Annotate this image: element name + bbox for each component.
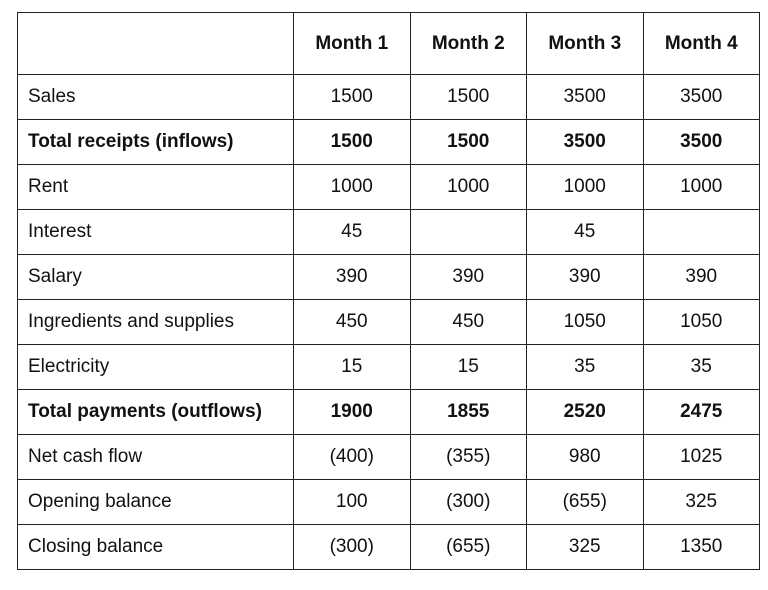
table-cell: (655) [410,525,527,570]
table-row-rent [18,165,760,210]
row-label: Electricity [18,345,294,390]
row-label: Salary [18,255,294,300]
table-cell: 3500 [643,75,760,120]
table-cell: 1500 [410,120,527,165]
table-cell: 1500 [410,75,527,120]
table-row-electricity [18,345,760,390]
table-cell: 1855 [410,390,527,435]
table-row-closing-balance [18,525,760,570]
table-cell: 3500 [527,120,644,165]
row-label: Sales [18,75,294,120]
table-cell: (655) [527,480,644,525]
table-cell: 390 [527,255,644,300]
table-cell: 15 [410,345,527,390]
table-cell: 1500 [294,120,411,165]
row-label: Opening balance [18,480,294,525]
table-cell: 390 [294,255,411,300]
table-cell: 1500 [294,75,411,120]
table-row-ingredients [18,300,760,345]
table-cell: 1050 [643,300,760,345]
table-cell: (355) [410,435,527,480]
table-cell: 325 [643,480,760,525]
row-label: Rent [18,165,294,210]
row-label: Total payments (outflows) [18,390,294,435]
table-cell: 980 [527,435,644,480]
table-row-total-payments [18,390,760,435]
column-header-month-4: Month 4 [643,13,760,75]
table-cell: 390 [410,255,527,300]
table-row-sales [18,75,760,120]
table-cell: 1900 [294,390,411,435]
row-label: Interest [18,210,294,255]
table-cell: 1000 [294,165,411,210]
table-cell: 35 [643,345,760,390]
table-cell: 3500 [527,75,644,120]
cash-flow-table [17,12,760,570]
table-cell: 2520 [527,390,644,435]
table-cell: 390 [643,255,760,300]
table-cell: 45 [294,210,411,255]
column-header-month-3: Month 3 [527,13,644,75]
table-cell [410,210,527,255]
table-row-total-receipts [18,120,760,165]
table-cell: 1050 [527,300,644,345]
table-cell: 450 [410,300,527,345]
row-label: Net cash flow [18,435,294,480]
table-cell: 1350 [643,525,760,570]
table-cell: 1025 [643,435,760,480]
column-header-month-2: Month 2 [410,13,527,75]
table-cell: 2475 [643,390,760,435]
table-cell: (300) [294,525,411,570]
table-cell: 35 [527,345,644,390]
table-header-row [18,13,760,75]
table-cell: 45 [527,210,644,255]
table-row-interest [18,210,760,255]
table-cell: 1000 [527,165,644,210]
column-header-month-1: Month 1 [294,13,411,75]
table-cell: 450 [294,300,411,345]
table-cell: 100 [294,480,411,525]
table-cell: 325 [527,525,644,570]
table-cell: (300) [410,480,527,525]
row-label: Total receipts (inflows) [18,120,294,165]
table-cell: 1000 [410,165,527,210]
header-corner-cell [18,13,294,75]
table-row-net-cash-flow [18,435,760,480]
table-row-salary [18,255,760,300]
table-cell: (400) [294,435,411,480]
row-label: Ingredients and supplies [18,300,294,345]
table-cell [643,210,760,255]
table-cell: 15 [294,345,411,390]
table-cell: 3500 [643,120,760,165]
table-cell: 1000 [643,165,760,210]
row-label: Closing balance [18,525,294,570]
table-row-opening-balance [18,480,760,525]
